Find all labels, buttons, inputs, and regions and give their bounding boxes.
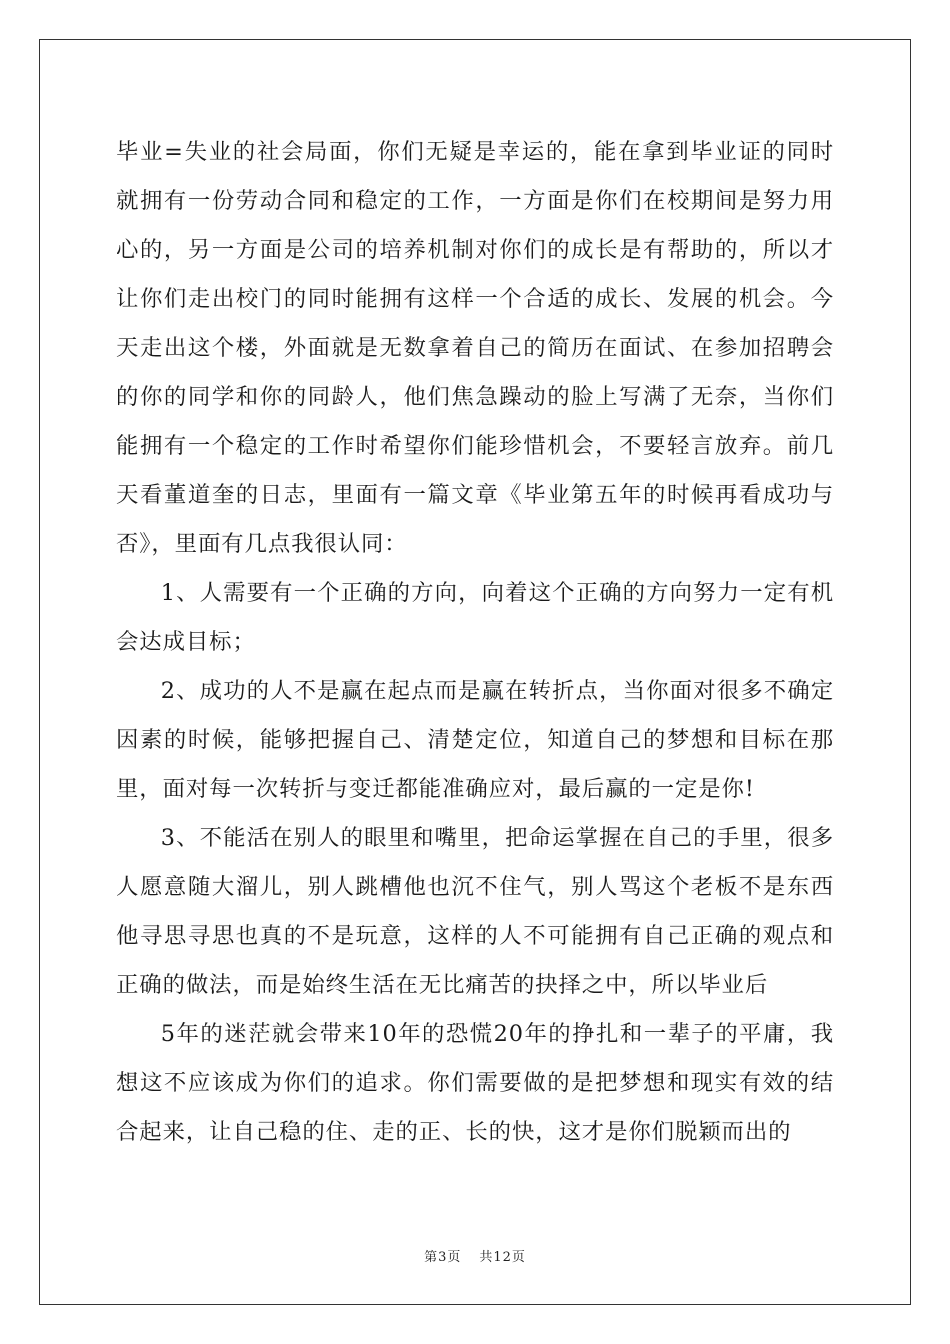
paragraph-intro: 毕业=失业的社会局面，你们无疑是幸运的，能在拿到毕业证的同时就拥有一份劳动合同和稳定的工作，一方面是你们在校期间是努力用心的，另一方面是公司的培养机制对你们的成长是有帮助的，所以才让你们走出校门的同时能拥有这样一个合适的成长、发展的机会。今天走出这个楼，外面就是无数拿着自己的简历在面试、在参加招聘会的你的同学和你的同龄人，他们焦急躁动的脸上写满了无奈，当你们能拥有一个稳定的工作时希望你们能珍惜机会，不要轻言放弃。前几天看董道奎的日志，里面有一篇文章《毕业第五年的时候再看成功与否》，里面有几点我很认同： [116,139,834,557]
page-number: 第3页 [424,1250,462,1265]
paragraph-point-1: 1、人需要有一个正确的方向，向着这个正确的方向努力一定有机会达成目标； [116,580,834,655]
document-body [116,128,834,1157]
page-footer [0,1246,950,1265]
paragraph-point-2: 2、成功的人不是赢在起点而是赢在转折点，当你面对很多不确定因素的时候，能够把握自己、清楚定位，知道自己的梦想和目标在那里，面对每一次转折与变迁都能准确应对，最后赢的一定是你! [116,678,834,802]
page-total: 共12页 [479,1250,526,1265]
paragraph-point-3: 3、不能活在别人的眼里和嘴里，把命运掌握在自己的手里，很多人愿意随大溜儿，别人跳槽他也沉不住气，别人骂这个老板不是东西他寻思寻思也真的不是玩意，这样的人不可能拥有自己正确的观点和正确的做法，而是始终生活在无比痛苦的抉择之中，所以毕业后 [116,825,834,998]
paragraph-conclusion: 5年的迷茫就会带来10年的恐慌20年的挣扎和一辈子的平庸，我想这不应该成为你们的追求。你们需要做的是把梦想和现实有效的结合起来，让自己稳的住、走的正、长的快，这才是你们脱颖而出的 [116,1021,834,1145]
